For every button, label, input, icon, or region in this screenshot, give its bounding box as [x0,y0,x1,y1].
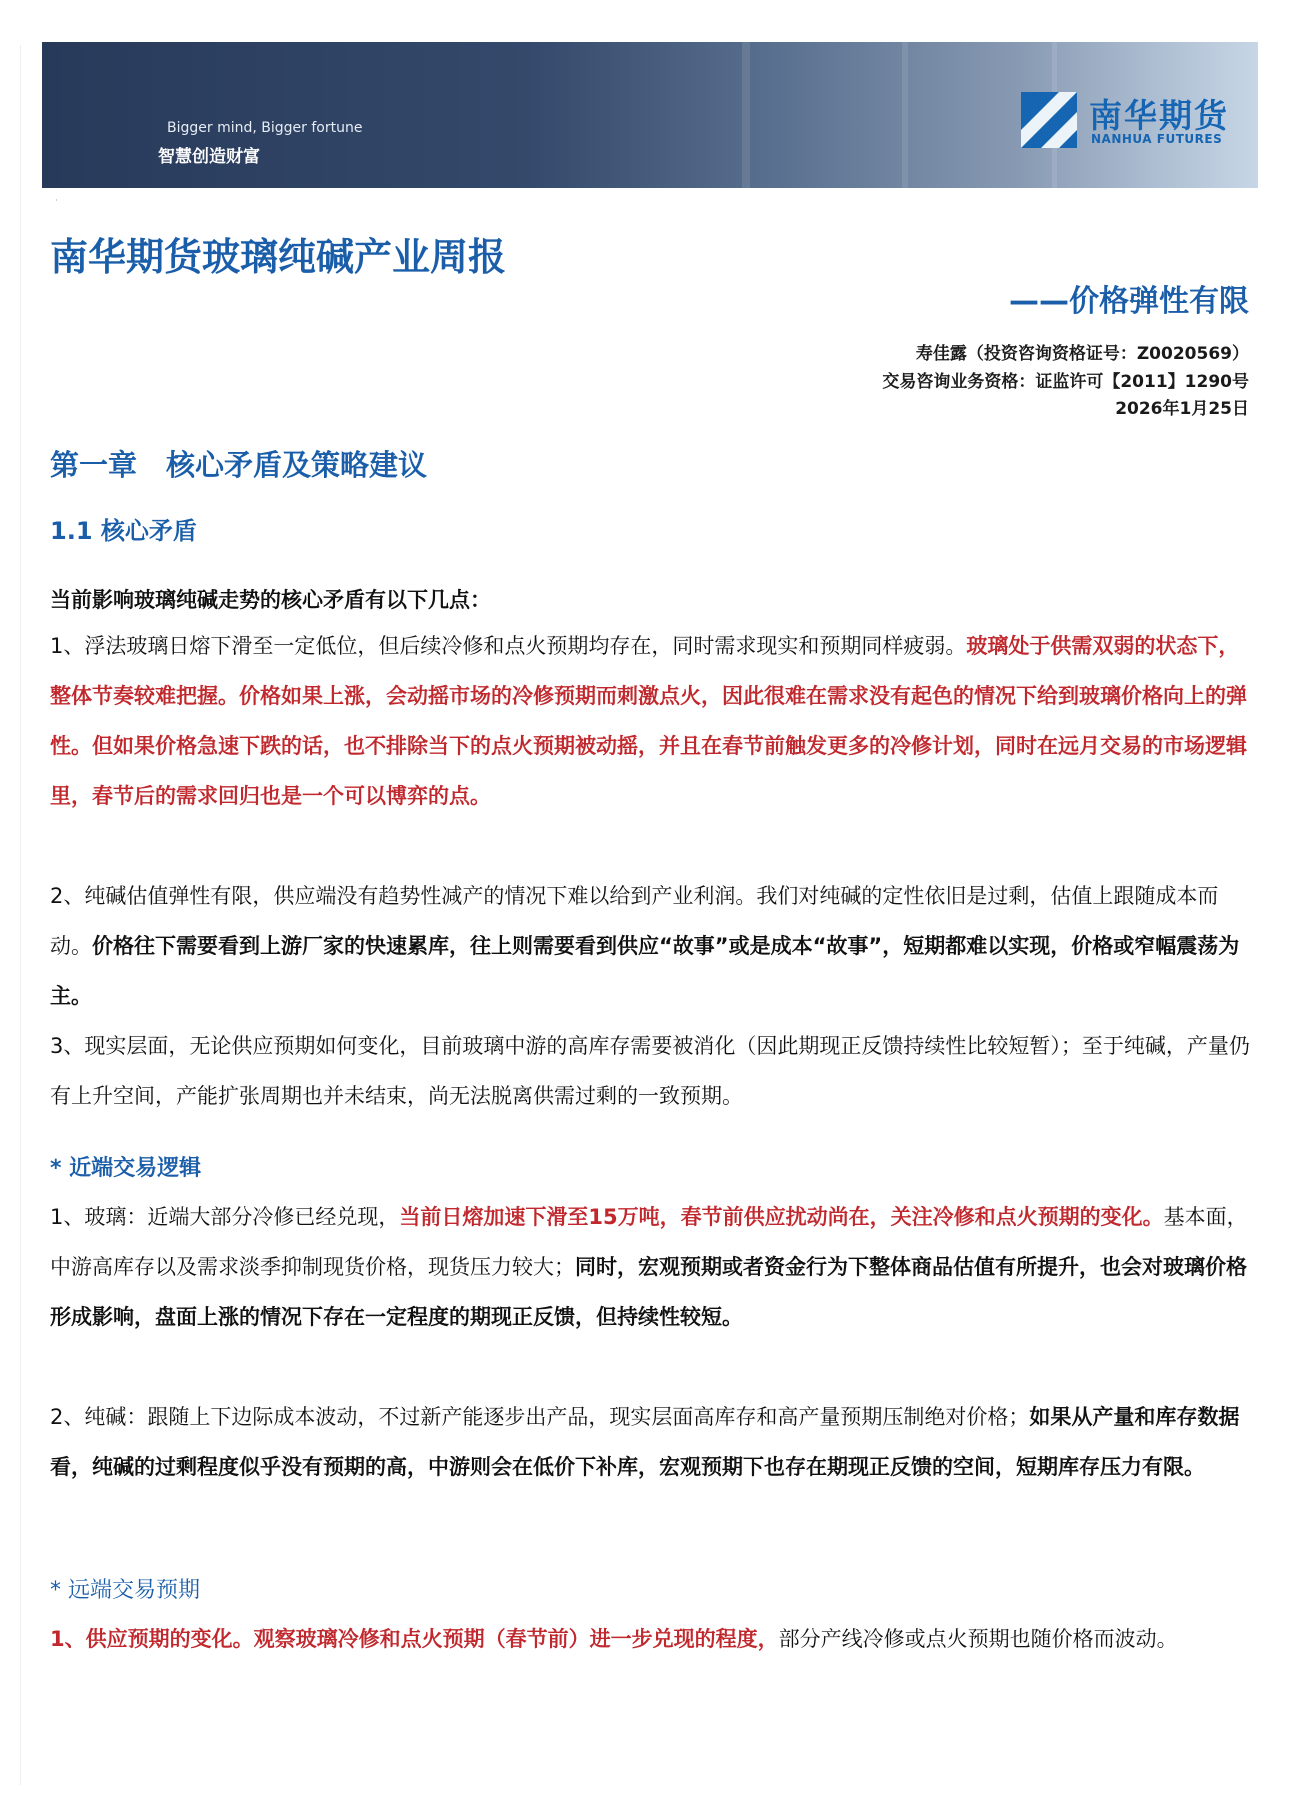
nanhua-logo-icon [1019,90,1079,150]
point-3-paragraph [50,1021,1255,1121]
far-term-heading-text: * 远端交易预期 [50,1578,200,1603]
near-term-heading [50,1151,201,1182]
far-term-heading [50,1573,200,1604]
point-1-text: 1、浮法玻璃日熔下滑至一定低位，但后续冷修和点火预期均存在，同时需求现实和预期同样疲弱。 [50,634,967,658]
glass-prefix: 1、玻璃：近端大部分冷修已经兑现， [50,1205,400,1229]
glass-bold: 同时，宏观预期或者资金行为下整体商品估值有所提升，也会对玻璃价格形成影响，盘面上涨的情况下存在一定程度的期现正反馈，但持续性较短。 [50,1255,1247,1329]
report-date: 2026年1月25日 [1115,399,1249,419]
point-2-text: 2、纯碱估值弹性有限，供应端没有趋势性减产的情况下难以给到产业利润。我们对纯碱的定性依旧是过剩，估值上跟随成本而动。 [50,884,1219,958]
chapter-heading: 第一章 核心矛盾及策略建议 [50,448,428,482]
point-2-paragraph [50,871,1255,1021]
report-title: 南华期货玻璃纯碱产业周报 [50,235,507,279]
header-banner [42,42,1258,188]
section-heading: 1.1 核心矛盾 [50,517,197,545]
point-1-emphasis: 玻璃处于供需双弱的状态下，整体节奏较难把握。价格如果上涨，会动摇市场的冷修预期而刺激点火，因此很难在需求没有起色的情况下给到玻璃价格向上的弹性。但如果价格急速下跌的话，也不排除当下的点火预期被动摇，并且在春节前触发更多的冷修计划，同时在远月交易的市场逻辑里，春节后的需求回归也是一个可以博弈的点。 [50,634,1247,808]
far-term-text: 部分产线冷修或点火预期也随价格而波动。 [778,1627,1178,1651]
far-term-emphasis: 1、供应预期的变化。观察玻璃冷修和点火预期（春节前）进一步兑现的程度， [50,1627,779,1651]
point-1-paragraph [50,621,1255,821]
slogan-en: Bigger mind, Bigger fortune [167,120,363,136]
slogan-cn: 智慧创造财富 [158,147,260,167]
banner-stripe [742,42,750,188]
near-term-soda-paragraph [50,1392,1255,1492]
point-3-text: 3、现实层面，无论供应预期如何变化，目前玻璃中游的高库存需要被消化（因此期现正反馈持续性比较短暂）；至于纯碱，产量仍有上升空间，产能扩张周期也并未结束，尚无法脱离供需过剩的一致预期。 [50,1034,1250,1108]
soda-bold: 如果从产量和库存数据看，纯碱的过剩程度似乎没有预期的高，中游则会在低价下补库，宏观预期下也存在期现正反馈的空间，短期库存压力有限。 [50,1405,1240,1479]
glass-emphasis: 当前日熔加速下滑至15万吨，春节前供应扰动尚在，关注冷修和点火预期的变化。 [399,1205,1164,1229]
near-term-heading-text: * 近端交易逻辑 [50,1156,202,1181]
soda-prefix: 2、纯碱：跟随上下边际成本波动，不过新产能逐步出产品，现实层面高库存和高产量预期压制绝对价格； [50,1405,1030,1429]
author-line: 寿佳露（投资咨询资格证号：Z0020569） [915,344,1249,364]
lead-sentence: 当前影响玻璃纯碱走势的核心矛盾有以下几点： [50,588,491,612]
point-2-emphasis: 价格往下需要看到上游厂家的快速累库，往上则需要看到供应“故事”或是成本“故事”，短期都难以实现，价格或窄幅震荡为主。 [50,934,1240,1008]
far-term-paragraph [50,1614,1255,1664]
banner-stripe [902,42,908,188]
logo-text-en: NANHUA FUTURES [1091,132,1223,146]
glass-middle: 基本面，中游高库存以及需求淡季抑制现货价格，现货压力较大； [50,1205,1248,1279]
report-subtitle: ——价格弹性有限 [1009,284,1249,319]
page-marker: · [55,196,58,205]
page-left-rule [20,45,21,1785]
license-line: 交易咨询业务资格：证监许可【2011】1290号 [882,372,1249,392]
near-term-glass-paragraph [50,1192,1255,1342]
logo-text-cn: 南华期货 [1089,96,1229,135]
